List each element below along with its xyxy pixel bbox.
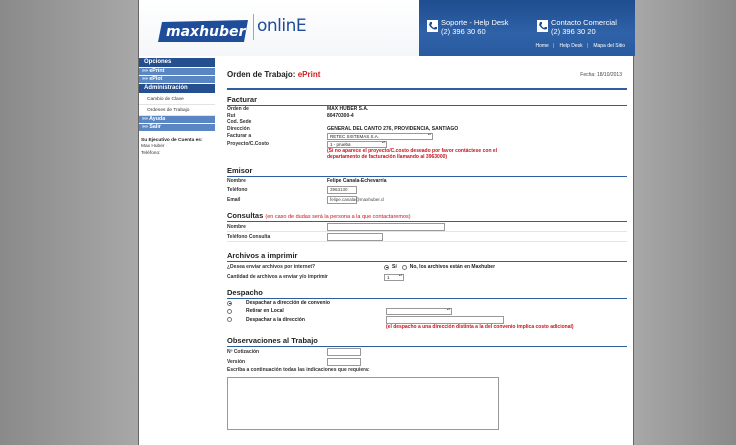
logo-suffix: onlinE: [257, 16, 307, 36]
proyecto-note-row: [227, 148, 627, 160]
despacho-opt2-row: [227, 307, 627, 315]
phone-icon: [537, 20, 548, 32]
direccion-label: Dirección: [227, 125, 250, 132]
consultas-title: Consultas: [227, 211, 264, 220]
version-label: Versión: [227, 359, 246, 365]
emisor-email-row: [227, 195, 627, 205]
sidebar-item-cambio-clave[interactable]: Cambio de Clave: [139, 94, 215, 105]
facturar-a-label: Facturar a: [227, 133, 252, 139]
archivos-question: ¿Desea enviar archivos por internet?: [227, 264, 316, 270]
support-phone: (2) 396 30 60: [441, 27, 486, 36]
despacho-note-row: [227, 324, 627, 330]
consultas-telefono-label: Teléfono Consulta: [227, 233, 271, 240]
maxhuber-logo[interactable]: [156, 18, 252, 44]
consultas-telefono-input[interactable]: [327, 233, 383, 241]
despacho-convenio-label: Despachar a dirección de convenio: [246, 300, 330, 306]
emisor-nombre-value: Felipe Canala-Echevarría: [327, 178, 387, 184]
sidebar: [139, 58, 215, 157]
emisor-nombre-label: Nombre: [227, 178, 246, 184]
orden-value: MAX HUBER S.A.: [327, 106, 369, 113]
phone-icon: [427, 20, 438, 32]
emisor-telefono-input[interactable]: 3963130: [327, 186, 357, 194]
date-label: Fecha: 18/10/2013: [580, 72, 622, 78]
sidebar-link-eprint[interactable]: »» ePrint: [139, 68, 215, 75]
section-title-facturar: Facturar: [227, 95, 258, 104]
top-nav: [531, 43, 625, 49]
section-title-consultas: [227, 211, 627, 221]
archivos-no-radio[interactable]: [402, 265, 407, 270]
nav-separator: |: [586, 43, 588, 49]
sidebar-link-eplot[interactable]: »» ePlot: [139, 76, 215, 83]
direccion-value: GENERAL DEL CANTO 276, PROVIDENCIA, SANTIAGO: [327, 125, 459, 132]
despacho-direccion-radio[interactable]: [227, 317, 232, 322]
archivos-no-label: No, los archivos están en Maxhuber: [409, 264, 496, 270]
logo-area: [139, 0, 419, 56]
support-label: Soporte - Help Desk: [441, 18, 509, 27]
version-row: [227, 357, 627, 367]
cod-sede-label: Cod. Sede: [227, 119, 252, 126]
despacho-direccion-input[interactable]: [386, 316, 504, 324]
archivos-si-label: Sí: [392, 264, 397, 270]
sidebar-header-administracion: Administración: [139, 84, 215, 93]
rut-value: 80470300-4: [327, 112, 354, 119]
rut-label: Rut: [227, 112, 236, 119]
sidebar-link-ayuda[interactable]: »» Ayuda: [139, 116, 215, 123]
cotizacion-row: [227, 347, 627, 357]
ejecutivo-name: Max Huber: [141, 144, 165, 149]
despacho-convenio-radio[interactable]: [227, 301, 232, 306]
despacho-note: (el despacho a una dirección distinta a la del convenio implica costo adicional): [386, 324, 574, 330]
despacho-retirar-label: Retirar en Local: [246, 308, 284, 314]
proyecto-row: [227, 140, 627, 148]
despacho-opt1-row: [227, 299, 627, 307]
page: [138, 0, 634, 445]
background-left: [0, 0, 138, 445]
cotizacion-label: Nº Cotización: [227, 349, 260, 355]
sidebar-link-salir[interactable]: »» Salir: [139, 124, 215, 131]
instrucciones-row: [227, 367, 627, 374]
section-title-observaciones: Observaciones al Trabajo: [227, 336, 318, 345]
proyecto-label: Proyecto/C.Costo: [227, 141, 269, 147]
page-title: [227, 70, 627, 79]
version-input[interactable]: [327, 358, 361, 366]
sidebar-header-opciones: Opciones: [139, 58, 215, 67]
emisor-telefono-row: [227, 185, 627, 195]
nav-separator: |: [552, 43, 555, 49]
consultas-note: (en caso de dudas será la persona a la que contactaremos): [265, 214, 411, 220]
section-title-emisor: Emisor: [227, 166, 253, 175]
logo-name: maxhuber: [166, 24, 246, 40]
instrucciones-label: Escriba a continuación todas las indicaciones que requiera:: [227, 367, 370, 374]
nav-help-desk[interactable]: Help Desk: [559, 43, 583, 49]
facturar-a-row: [227, 132, 627, 140]
spacer: [227, 324, 386, 330]
sales-label: Contacto Comercial: [551, 18, 617, 27]
proyecto-note: (Si no aparece el proyecto/C.costo deseado por favor contáctese con el departamento de facturación llamando al 3963000): [327, 148, 498, 160]
proyecto-select[interactable]: 1 - prueba ▴▾: [327, 141, 387, 148]
emisor-email-input[interactable]: felipe.canala@maxhuber.cl: [327, 196, 357, 204]
archivos-cantidad-label: Cantidad de archivos a enviar y/o imprimir: [227, 274, 328, 280]
divider: [227, 88, 627, 90]
section-title-archivos: Archivos a imprimir: [227, 251, 298, 260]
archivos-question-row: [227, 262, 627, 272]
nav-site-map[interactable]: Mapa del Sitio: [593, 43, 625, 49]
despacho-direccion-label: Despachar a la dirección: [246, 316, 305, 323]
section-title-despacho: Despacho: [227, 288, 263, 297]
main-form: [227, 70, 627, 430]
spacer: [227, 148, 327, 160]
logo-separator: [253, 14, 254, 40]
emisor-telefono-label: Teléfono: [227, 187, 248, 193]
despacho-opt3-row: [227, 315, 627, 324]
consultas-telefono-row: [227, 232, 627, 242]
despacho-retirar-radio[interactable]: [227, 309, 232, 314]
contact-area: [419, 0, 635, 56]
background-right: [634, 0, 736, 445]
sales-phone: (2) 396 30 20: [551, 27, 596, 36]
title-product: ePrint: [297, 70, 321, 79]
consultas-nombre-row: [227, 222, 627, 232]
title-prefix: Orden de Trabajo:: [227, 70, 296, 79]
consultas-nombre-input[interactable]: [327, 223, 445, 231]
facturar-a-select[interactable]: RETEC SISTEMAS S.A. ▴▾: [327, 133, 433, 140]
header: [139, 0, 635, 56]
archivos-cantidad-row: [227, 272, 627, 282]
ejecutivo-label: Su Ejecutivo de Cuenta es:: [141, 138, 203, 143]
archivos-si-radio[interactable]: [384, 265, 389, 270]
sidebar-item-ordenes-trabajo[interactable]: Ordenes de Trabajo: [139, 105, 215, 116]
cotizacion-input[interactable]: [327, 348, 361, 356]
title-row: [227, 70, 627, 88]
emisor-nombre-row: [227, 177, 627, 185]
consultas-nombre-label: Nombre: [227, 223, 246, 230]
archivos-cantidad-select[interactable]: 1 ▴▾: [384, 274, 404, 281]
ejecutivo-phone-label: Teléfono:: [141, 151, 161, 156]
instrucciones-textarea[interactable]: [227, 377, 499, 430]
despacho-local-select[interactable]: [386, 308, 452, 315]
nav-home[interactable]: Home: [535, 43, 549, 49]
orden-label: Orden de: [227, 106, 249, 113]
emisor-email-label: Email: [227, 197, 241, 203]
